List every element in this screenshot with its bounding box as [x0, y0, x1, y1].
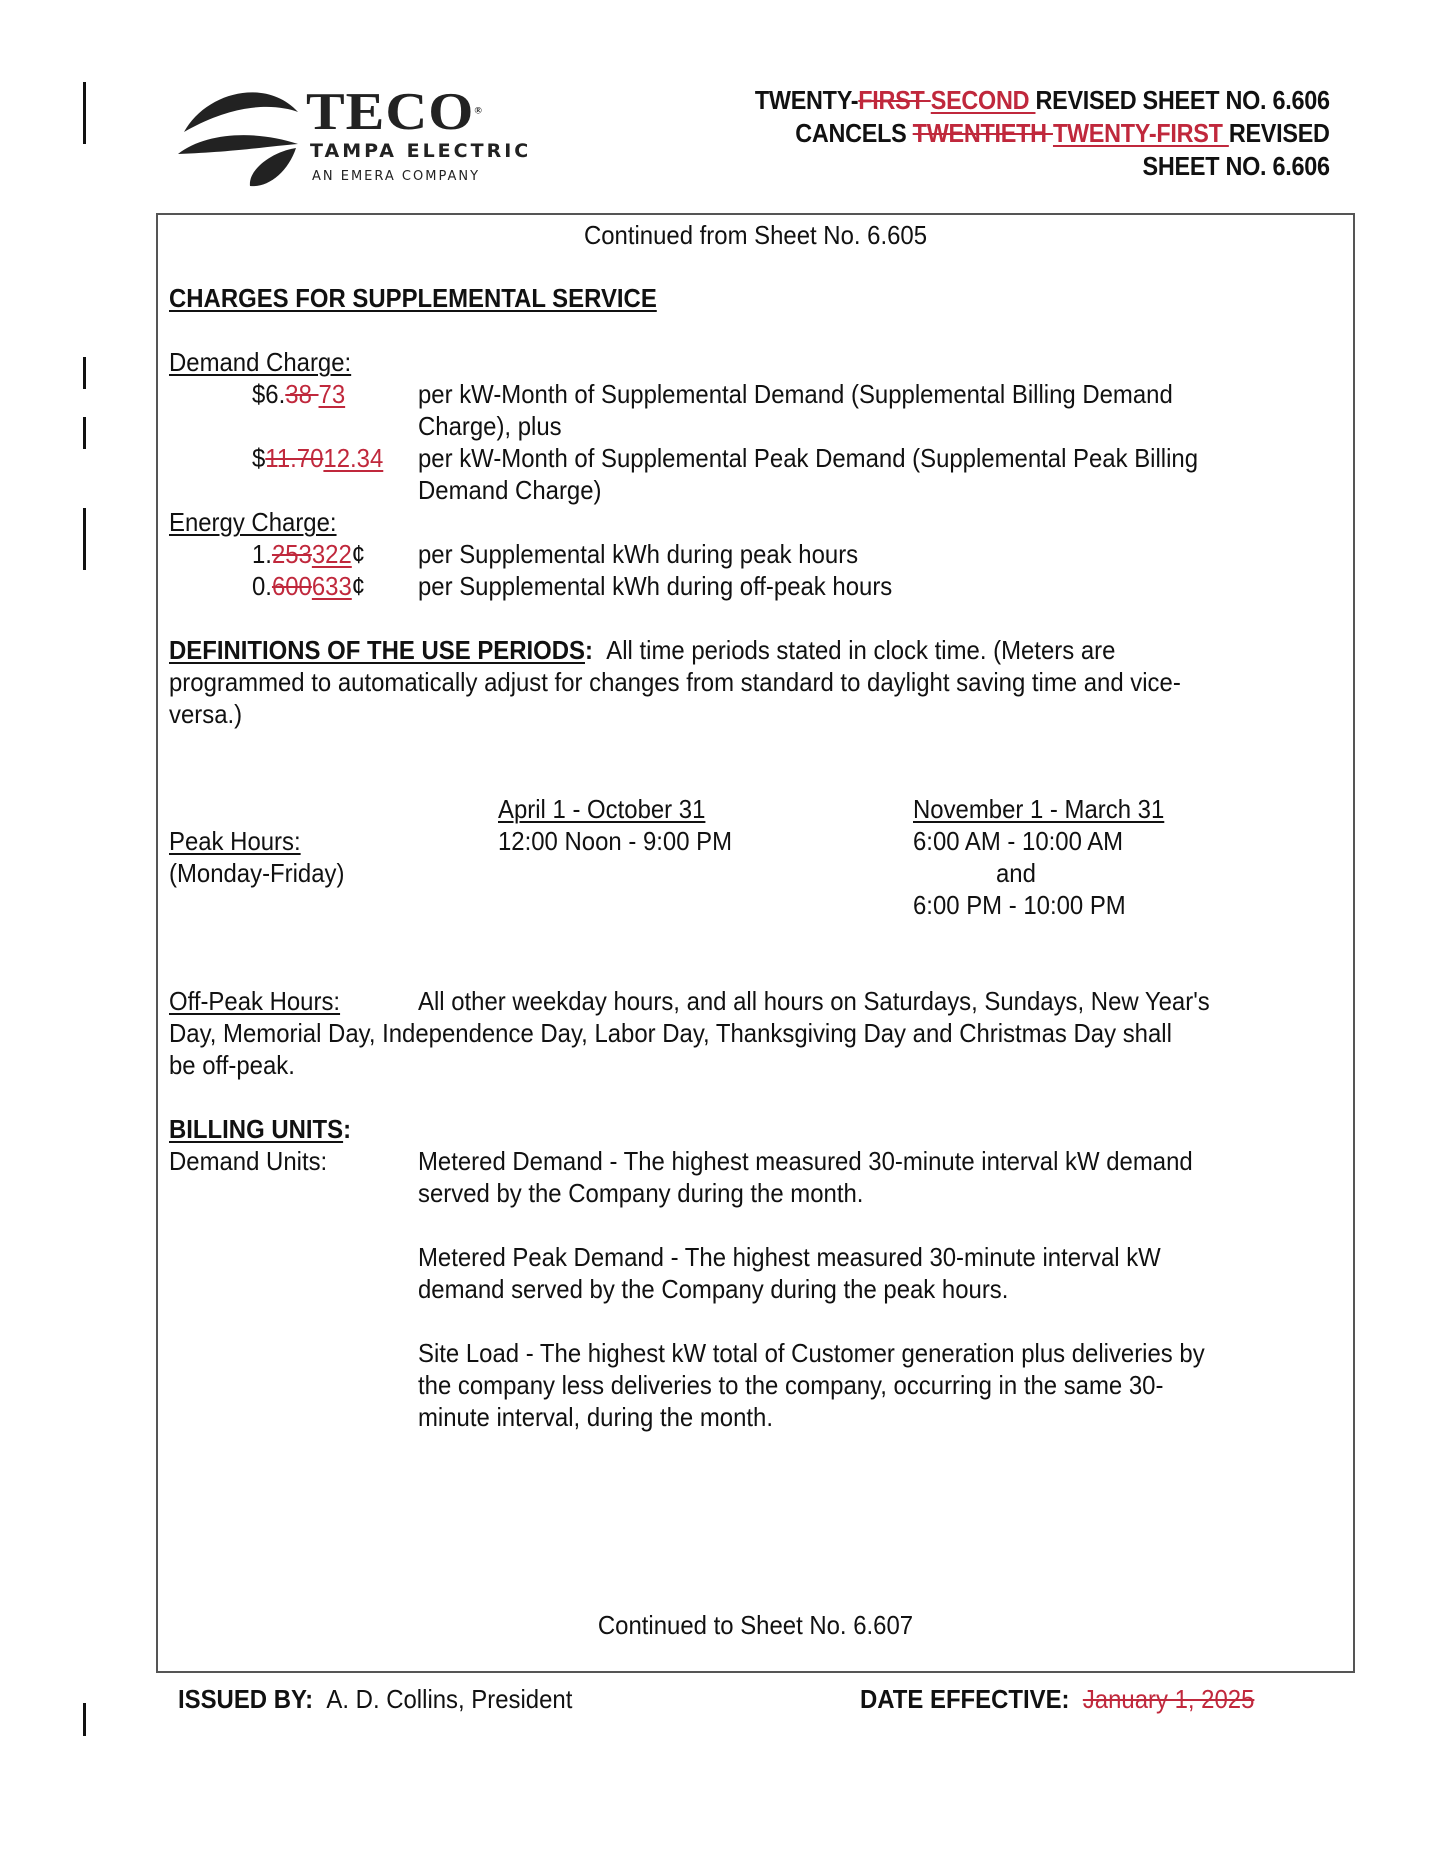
demand-desc-2-line-2: Demand Charge) — [418, 475, 602, 505]
continued-from: Continued from Sheet No. 6.605 — [583, 220, 928, 250]
metered-peak-demand-line-1: Metered Peak Demand - The highest measured 30-minute interval kW — [418, 1242, 1161, 1272]
demand-desc-1-line-1: per kW-Month of Supplemental Demand (Supplemental Billing Demand — [418, 379, 1173, 409]
sheet-title-line-2: CANCELS TWENTIETH TWENTY-FIRST REVISED — [795, 118, 1330, 148]
peak-col2-and: and — [996, 858, 1036, 888]
demand-charge-label: Demand Charge: — [169, 347, 352, 377]
teco-swoosh-icon — [176, 82, 306, 188]
metered-demand-line-1: Metered Demand - The highest measured 30-minute interval kW demand — [418, 1146, 1193, 1176]
demand-rate-2: $11.7012.34 — [252, 443, 384, 473]
sheet-title-line-3: SHEET NO. 6.606 — [1142, 151, 1330, 181]
date-effective-deleted: January 1, 2025 — [1082, 1684, 1255, 1714]
site-load-line-1: Site Load - The highest kW total of Customer generation plus deliveries by — [418, 1338, 1205, 1368]
tariff-content-box — [156, 213, 1355, 1673]
teco-logo — [176, 82, 576, 188]
energy-rate-offpeak: 0.600633¢ — [252, 571, 366, 601]
demand-units-label: Demand Units: — [169, 1146, 328, 1176]
issued-by-value: A. D. Collins, President — [326, 1684, 573, 1714]
charges-heading: CHARGES FOR SUPPLEMENTAL SERVICE — [169, 283, 657, 313]
issued-by — [178, 1683, 572, 1715]
change-bar — [83, 82, 86, 144]
energy-desc-peak: per Supplemental kWh during peak hours — [418, 539, 859, 569]
demand-desc-2-line-1: per kW-Month of Supplemental Peak Demand (Supplemental Peak Billing — [418, 443, 1199, 473]
billing-units-heading: BILLING UNITS: — [169, 1114, 352, 1144]
issued-by-label: ISSUED BY: — [178, 1684, 314, 1714]
definitions-line-3: versa.) — [169, 699, 243, 729]
peak-hours-label: Peak Hours: — [169, 826, 301, 856]
peak-col2-hours-2: 6:00 PM - 10:00 PM — [913, 890, 1126, 920]
logo-subtitle: TAMPA ELECTRIC — [310, 140, 532, 162]
change-bar — [83, 417, 86, 449]
energy-charge-label: Energy Charge: — [169, 507, 337, 537]
offpeak-line-3: be off-peak. — [169, 1050, 295, 1080]
logo-tagline: AN EMERA COMPANY — [312, 169, 481, 184]
energy-desc-offpeak: per Supplemental kWh during off-peak hours — [418, 571, 893, 601]
metered-peak-demand-line-2: demand served by the Company during the peak hours. — [418, 1274, 1009, 1304]
offpeak-line-1: All other weekday hours, and all hours on Saturdays, Sundays, New Year's — [418, 986, 1210, 1016]
site-load-line-2: the company less deliveries to the company, occurring in the same 30- — [418, 1370, 1164, 1400]
energy-rate-peak: 1.253322¢ — [252, 539, 366, 569]
peak-col2-header: November 1 - March 31 — [913, 794, 1165, 824]
definitions-line-2: programmed to automatically adjust for changes from standard to daylight saving time and vice- — [169, 667, 1181, 697]
change-bar — [83, 1703, 86, 1736]
peak-col2-hours-1: 6:00 AM - 10:00 AM — [913, 826, 1124, 856]
site-load-line-3: minute interval, during the month. — [418, 1402, 774, 1432]
date-effective-label: DATE EFFECTIVE: — [860, 1684, 1070, 1714]
offpeak-line-2: Day, Memorial Day, Independence Day, Labor Day, Thanksgiving Day and Christmas Day shall — [169, 1018, 1172, 1048]
date-effective — [860, 1683, 1254, 1715]
peak-hours-sublabel: (Monday-Friday) — [169, 858, 345, 888]
sheet-title — [755, 84, 1330, 183]
peak-col1-header: April 1 - October 31 — [498, 794, 706, 824]
logo-wordmark: TECO® — [306, 81, 483, 142]
change-bar — [83, 508, 86, 570]
definitions-line-1: DEFINITIONS OF THE USE PERIODS: All time periods stated in clock time. (Meters are — [169, 635, 1116, 665]
continued-to: Continued to Sheet No. 6.607 — [597, 1610, 914, 1640]
demand-rate-1: $6.38 73 — [252, 379, 346, 409]
offpeak-label: Off-Peak Hours: — [169, 986, 341, 1016]
demand-desc-1-line-2: Charge), plus — [418, 411, 562, 441]
metered-demand-line-2: served by the Company during the month. — [418, 1178, 864, 1208]
change-bar — [83, 357, 86, 389]
definitions-heading: DEFINITIONS OF THE USE PERIODS — [169, 635, 585, 665]
peak-col1-hours: 12:00 Noon - 9:00 PM — [498, 826, 733, 856]
sheet-title-line-1: TWENTY-FIRST SECOND REVISED SHEET NO. 6.606 — [755, 85, 1330, 115]
